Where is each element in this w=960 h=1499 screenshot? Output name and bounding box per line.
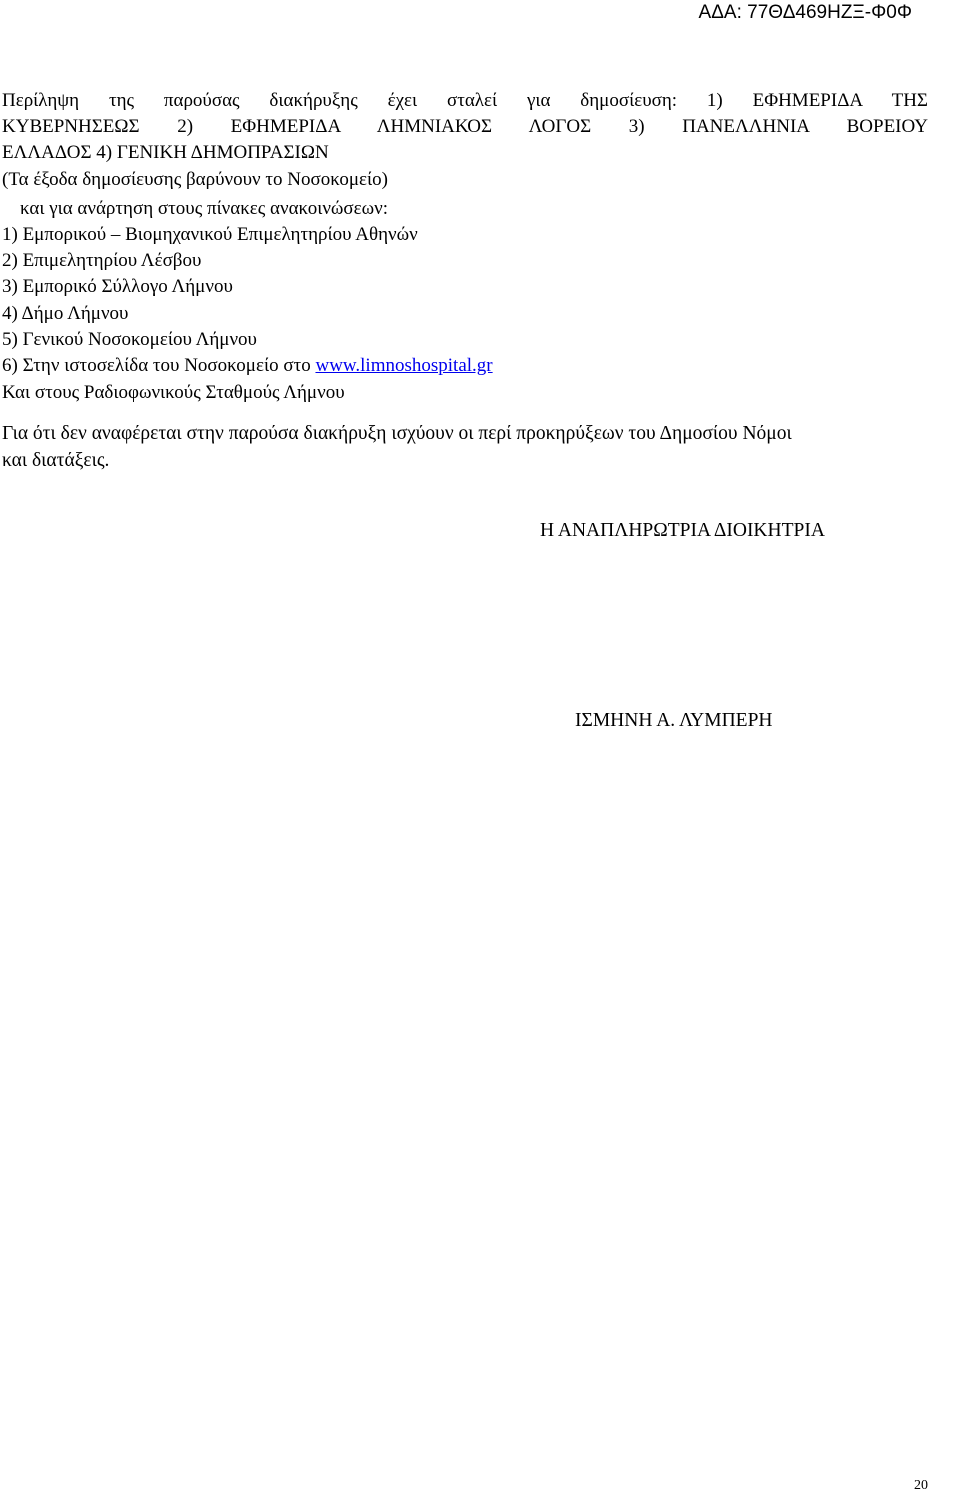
list-item: 2) Επιμελητηρίου Λέσβου bbox=[2, 250, 202, 271]
ada-code: ΑΔΑ: 77ΘΔ469ΗΖΞ-Φ0Φ bbox=[698, 2, 912, 23]
website-item-text: 6) Στην ιστοσελίδα του Νοσοκομείο στο bbox=[2, 355, 316, 376]
page-number: 20 bbox=[914, 1478, 928, 1493]
hospital-website-link[interactable]: www.limnoshospital.gr bbox=[315, 355, 493, 376]
costs-note: (Τα έξοδα δημοσίευσης βαρύνουν το Νοσοκομείο) bbox=[2, 169, 388, 190]
signatory-name: ΙΣΜΗΝΗ Α. ΛΥΜΠΕΡΗ bbox=[575, 710, 773, 731]
signatory-title: Η ΑΝΑΠΛΗΡΩΤΡΙΑ ΔΙΟΙΚΗΤΡΙΑ bbox=[540, 520, 825, 541]
notice-line-1: Για ότι δεν αναφέρεται στην παρούσα διακήρυξη ισχύουν οι περί προκηρύξεων του Δημοσίου Νόμοι bbox=[2, 423, 792, 444]
summary-line-1: Περίληψη της παρούσας διακήρυξης έχει σταλεί για δημοσίευση: 1) ΕΦΗΜΕΡΙΔΑ ΤΗΣ bbox=[2, 90, 928, 111]
radio-stations-line: Και στους Ραδιοφωνικούς Σταθμούς Λήμνου bbox=[2, 382, 345, 403]
notice-line-2: και διατάξεις. bbox=[2, 450, 110, 471]
list-item-website bbox=[2, 353, 493, 379]
summary-line-2: ΚΥΒΕΡΝΗΣΕΩΣ 2) ΕΦΗΜΕΡΙΔΑ ΛΗΜΝΙΑΚΟΣ ΛΟΓΟΣ 3) ΠΑΝΕΛΛΗΝΙΑ ΒΟΡΕΙΟΥ bbox=[2, 116, 928, 137]
list-item: 3) Εμπορικό Σύλλογο Λήμνου bbox=[2, 276, 233, 297]
list-item: 1) Εμπορικού – Βιομηχανικού Επιμελητηρίου Αθηνών bbox=[2, 224, 418, 245]
summary-line-3: ΕΛΛΑΔΟΣ 4) ΓΕΝΙΚΗ ΔΗΜΟΠΡΑΣΙΩΝ bbox=[2, 142, 329, 163]
posting-intro: και για ανάρτηση στους πίνακες ανακοινώσεων: bbox=[20, 198, 389, 219]
list-item: 4) Δήμο Λήμνου bbox=[2, 303, 129, 324]
list-item: 5) Γενικού Νοσοκομείου Λήμνου bbox=[2, 329, 257, 350]
